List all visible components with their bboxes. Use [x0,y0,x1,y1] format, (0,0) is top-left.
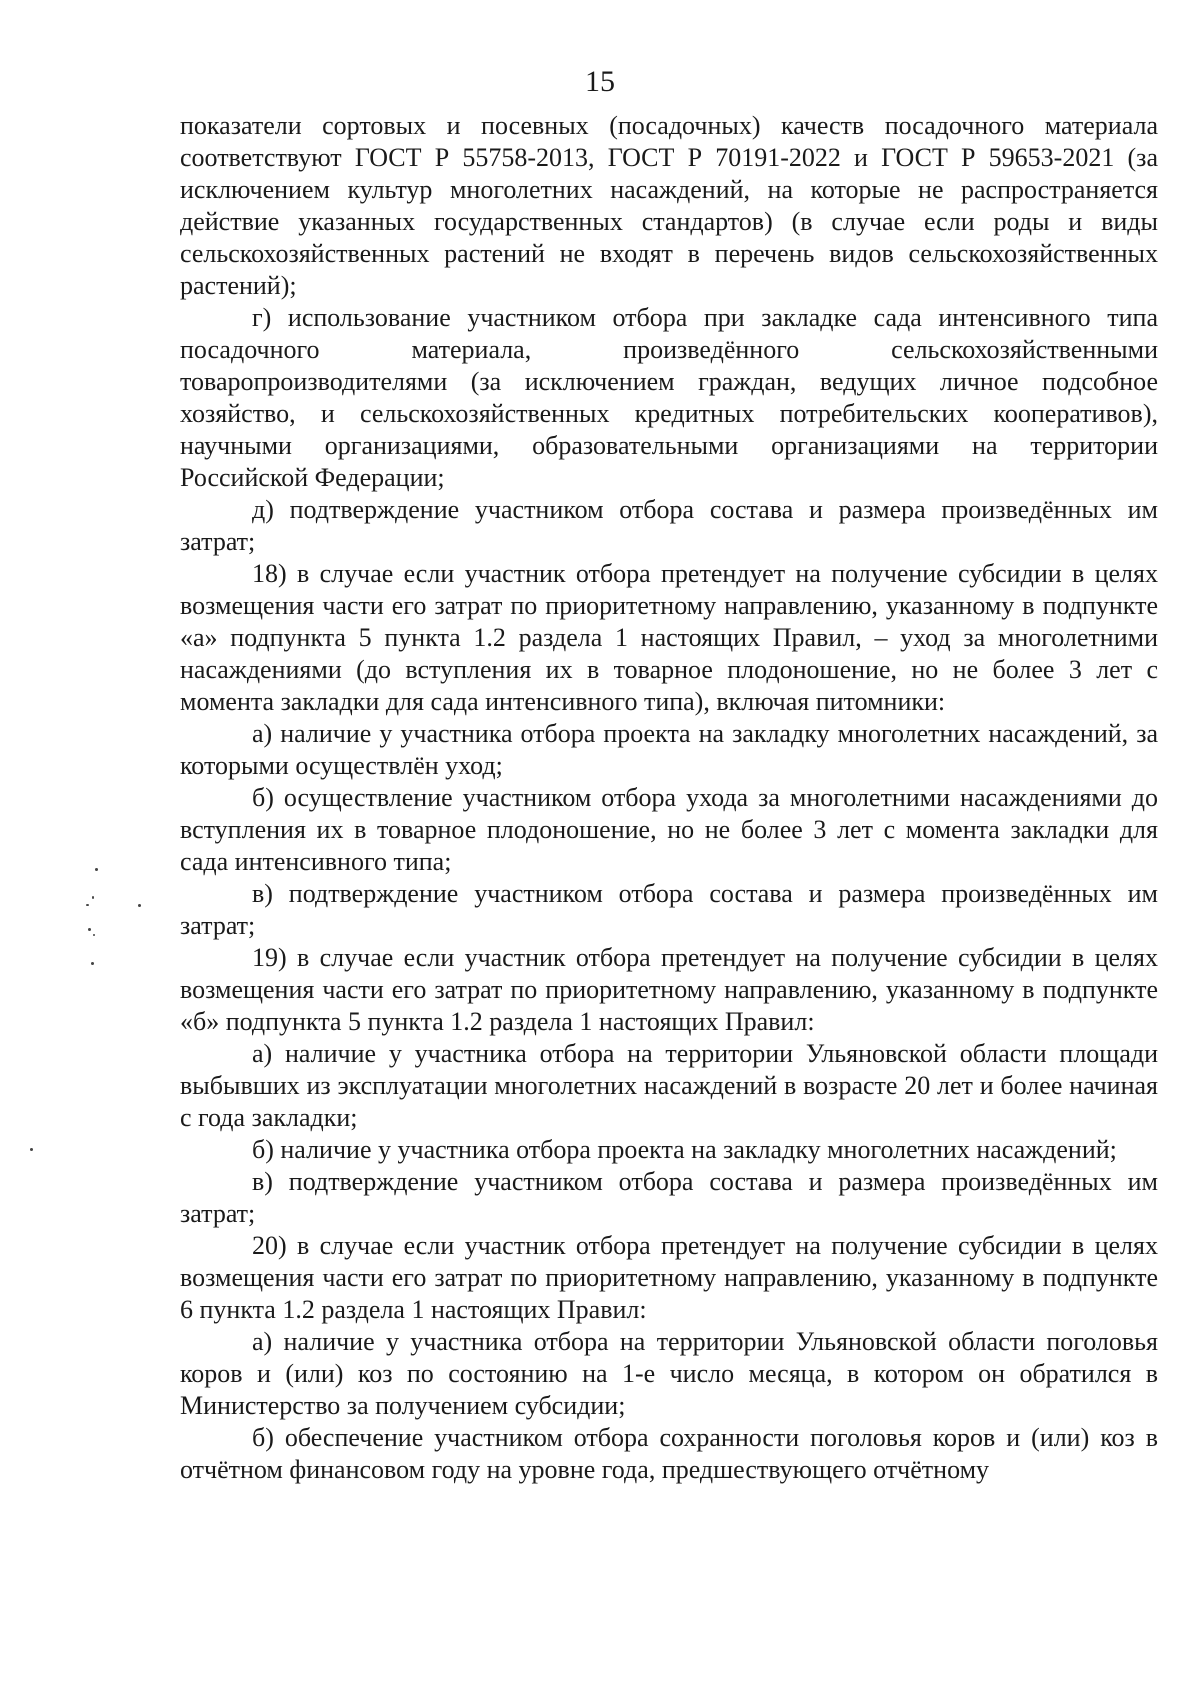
paragraph-18-v: в) подтверждение участником отбора состава и размера произведённых им затрат; [180,879,1158,940]
paragraph-19-b: б) наличие у участника отбора проекта на закладку многолетних насаждений; [252,1135,1117,1164]
paragraph-20: 20) в случае если участник отбора претендует на получение субсидии в целях возмещения части его затрат по приоритетному направлению, указанному в подпункте 6 пункта 1.2 раздела 1 настоящих Правил: [180,1231,1158,1324]
document-body [180,110,1158,1486]
scan-speck [86,904,89,906]
paragraph-g-planting-material: г) использование участником отбора при закладке сада интенсивного типа посадочного материала, произведённого сельскохозяйственными товаропроизводителями (за исключением граждан, ведущих личное подсобное хозяйство, и сельскохозяйственных кредитных потребительских кооперативов), научными организациями, образовательными организациями на территории Российской Федерации; [180,303,1158,492]
paragraph-19-a: а) наличие у участника отбора на территории Ульяновской области площади выбывших из эксплуатации многолетних насаждений в возрасте 20 лет и более начиная с года закладки; [180,1039,1158,1132]
paragraph-20-b: б) обеспечение участником отбора сохранности поголовья коров и (или) коз в отчётном финансовом году на уровне года, предшествующего отчётному [180,1423,1158,1484]
scan-speck [138,904,141,907]
page-number: 15 [585,65,615,98]
paragraph-19-v: в) подтверждение участником отбора состава и размера произведённых им затрат; [180,1167,1158,1228]
scan-speck [91,962,94,965]
scan-speck [88,928,91,931]
paragraph-quality-indicators: показатели сортовых и посевных (посадочных) качеств посадочного материала соответствуют ГОСТ Р 55758-2013, ГОСТ Р 70191-2022 и ГОСТ Р 59653-2021 (за исключением культур многолетних насаждений, на которые не распространяется действие указанных государственных стандартов) (в случае если роды и виды сельскохозяйственных растений не входят в перечень видов сельскохозяйственных растений); [180,111,1158,300]
paragraph-18-b: б) осуществление участником отбора ухода за многолетними насаждениями до вступления их в товарное плодоношение, но не более 3 лет с момента закладки для сада интенсивного типа; [180,783,1158,876]
paragraph-19: 19) в случае если участник отбора претендует на получение субсидии в целях возмещения части его затрат по приоритетному направлению, указанному в подпункте «б» подпункта 5 пункта 1.2 раздела 1 настоящих Правил: [180,943,1158,1036]
scan-speck [95,868,98,871]
paragraph-20-a: а) наличие у участника отбора на территории Ульяновской области поголовья коров и (или) коз по состоянию на 1-е число месяца, в котором он обратился в Министерство за получением субсидии; [180,1327,1158,1420]
paragraph-d-costs-confirmation: д) подтверждение участником отбора состава и размера произведённых им затрат; [180,495,1158,556]
scan-speck [30,1148,33,1151]
paragraph-18-a: а) наличие у участника отбора проекта на закладку многолетних насаждений, за которыми осуществлён уход; [180,719,1158,780]
scan-speck [93,934,95,936]
scan-speck [92,896,94,899]
paragraph-18: 18) в случае если участник отбора претендует на получение субсидии в целях возмещения части его затрат по приоритетному направлению, указанному в подпункте «а» подпункта 5 пункта 1.2 раздела 1 настоящих Правил, – уход за многолетними насаждениями (до вступления их в товарное плодоношение, но не более 3 лет с момента закладки для сада интенсивного типа), включая питомники: [180,559,1158,716]
